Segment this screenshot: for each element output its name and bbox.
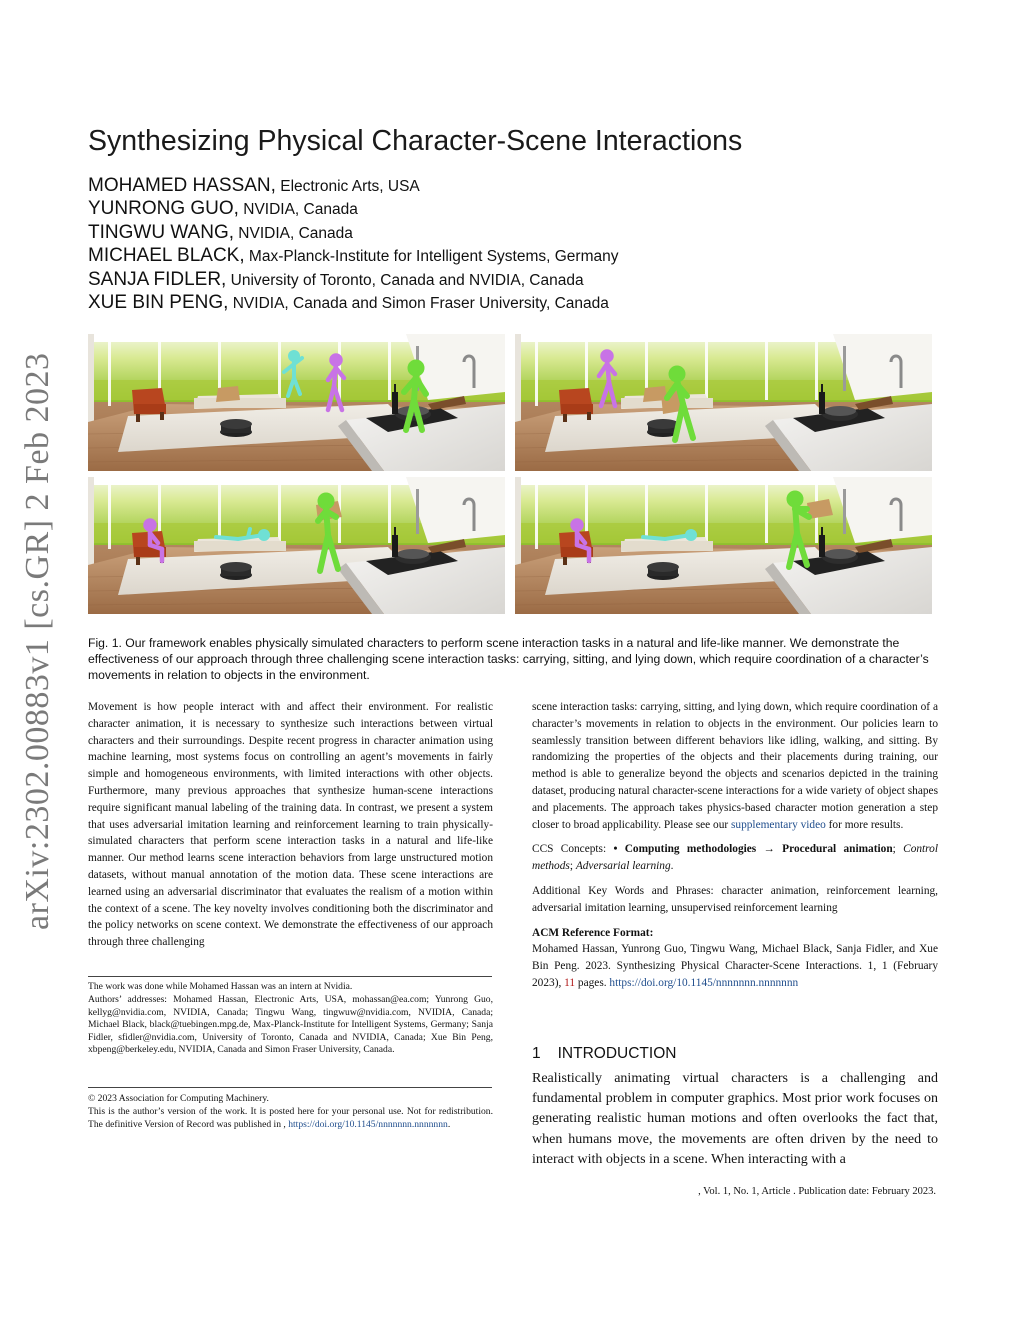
figure-caption: Fig. 1. Our framework enables physically simulated characters to perform scene interaction tasks in a natural and life-like manner. We demonstrate the effectiveness of our approach through three challenging scene interaction tasks: carrying, sitting, and lying down, which require coordination of a character’s movements in relation to objects in the environment. [88,636,929,683]
copyright-notice: © 2023 Association for Computing Machinery. [88,1093,269,1104]
author-entry [88,197,618,220]
page-footer: , Vol. 1, No. 1, Article . Publication date: February 2023. [698,1186,936,1197]
footnote-divider [88,976,492,977]
keywords: Additional Key Words and Phrases: character animation, reinforcement learning, adversarial imitation learning, unsupervised reinforcement learning [532,884,938,914]
footnote-work-note: The work was done while Mohamed Hassan was an intern at Nvidia. [88,981,353,992]
scene-panel-carry-box [515,334,932,471]
acm-reference-heading: ACM Reference Format: [532,926,654,939]
author-affiliation: NVIDIA, Canada and Simon Fraser University, Canada [228,294,609,312]
scene-panel-carry-walk [88,334,505,471]
ccs-control-methods: Control methods [532,843,939,873]
introduction-text: Realistically animating virtual characters is a challenging and fundamental problem in computer graphics. Most prior work focuses on generating realistic human motions and often overlooks the fact that, when humans move, the movements are often driven by the need to interact with objects in a scene. When interacting with a [532,1071,938,1167]
scene-panel-sit-lie [88,477,505,614]
author-affiliation: NVIDIA, Canada [234,224,353,242]
abstract-text: Movement is how people interact with and affect their environment. For realistic character animation, it is necessary to synthesize such interactions between virtual characters and their surroundings. Despite recent progress in character animation using machine learning, most systems focus on controlling an agent’s movements in fairly simple and homogeneous environments, with limited interactions with other objects. Furthermore, many previous approaches that synthesize human-scene interactions require significant manual labeling of the training data. In contrast, we present a system that uses adversarial imitation learning and reinforcement learning to train physically-simulated characters that perform scene interaction tasks in a natural and life-like manner. Our method learns scene interaction behaviors from large unstructured motion datasets, without manual annotation of the motion data. These scene interactions are learned using an adversarial discriminator that evaluates the realism of a motion within the context of a scene. The key novelty involves conditioning both the discriminator and the policy networks on scene context. We demonstrate the effectiveness of our approach through three challenging [88,701,493,949]
abstract-left-column [88,699,493,951]
ccs-end: . [670,860,674,873]
author-entry [88,268,618,291]
ccs-separator: ; [892,843,904,856]
section-title: INTRODUCTION [557,1045,677,1062]
author-list [88,174,618,314]
abstract-continued-end: for more results. [825,818,904,831]
abstract-continued-text: scene interaction tasks: carrying, sitting, and lying down, which require coordination of a character’s movements in relation to objects in the environment. Our policies learn to seamlessly transition between different behaviors like idling, walking, and sitting. By randomizing the properties of the objects and their placements during training, our method is able to generalize beyond the objects and scenarios depicted in the training dataset, producing natural character-scene interactions for a wide variety of object shapes and placements. The approach takes physics-based character motion generation a step closer to broad applicability. Please see our [532,701,938,831]
acm-reference-text: Mohamed Hassan, Yunrong Guo, Tingwu Wang, Michael Black, Sanja Fidler, and Xue Bin Peng. 2023. Synthesizing Physical Character-Scene Interactions. 1, 1 (February 2023), [532,943,938,989]
author-name: MICHAEL BLACK, [88,245,245,267]
author-name: YUNRONG GUO, [88,198,239,220]
author-entry [88,291,618,314]
author-affiliation: University of Toronto, Canada and NVIDIA, Canada [226,271,584,289]
author-affiliation: Max-Planck-Institute for Intelligent Systems, Germany [244,248,619,266]
version-note-end: . [447,1118,451,1130]
ccs-prefix: CCS Concepts: [532,843,614,856]
ccs-adversarial-learning: Adversarial learning [575,860,671,873]
ccs-separator: ; [569,860,576,873]
author-entry [88,244,618,267]
page-count-link[interactable]: 11 [564,976,576,989]
acm-pages-suffix: pages. [575,976,610,989]
section-heading [532,1045,676,1063]
teaser-figure [88,334,932,614]
author-name: SANJA FIDLER, [88,268,227,290]
version-note [88,1106,493,1131]
footnote-author-addresses: Authors’ addresses: Mohamed Hassan, Electronic Arts, USA, mohassan@ea.com; Yunrong Guo, kellyg@nvidia.com, NVIDIA, Canada; Tingwu Wang, tingwuw@nvidia.com, NVIDIA, Canada; Michael Black, black@tuebingen.mpg.de, Max-Planck-Institute for Intelligent Systems, Germany; Sanja Fidler, sfidler@nvidia.com, University of Toronto, Canada and NVIDIA, Canada; Xue Bin Peng, xbpeng@berkeley.edu, NVIDIA, Canada and Simon Fraser University, Canada. [88,994,493,1056]
copyright-divider [88,1087,492,1088]
version-note-text: This is the author’s version of the work. It is posted here for your personal use. Not for redistribution. The definitive Version of Record was published in , [88,1106,493,1130]
author-affiliation: NVIDIA, Canada [238,201,358,219]
ccs-primary: • Computing methodologies → Procedural animation [613,843,893,856]
abstract-text-continued [532,699,938,833]
author-affiliation: Electronic Arts, USA [275,178,420,195]
author-name: TINGWU WANG, [88,221,234,243]
author-entry [88,174,618,197]
doi-link[interactable]: https://doi.org/10.1145/nnnnnnn.nnnnnnn [609,976,799,989]
section-number: 1 [532,1045,541,1062]
arxiv-identifier: arXiv:2302.00883v1 [cs.GR] 2 Feb 2023 [19,352,56,930]
abstract-right-column [532,699,938,992]
scene-panel-sit-carry [515,477,932,614]
author-name: MOHAMED HASSAN, [88,175,276,196]
version-doi-link[interactable]: https://doi.org/10.1145/nnnnnnn.nnnnnnn [288,1118,448,1130]
author-name: XUE BIN PENG, [88,291,229,313]
acm-reference [532,925,938,992]
author-entry [88,221,618,244]
supplementary-video-link[interactable]: supplementary video [730,818,826,831]
ccs-concepts [532,841,938,875]
paper-title: Synthesizing Physical Character-Scene Interactions [88,125,743,157]
